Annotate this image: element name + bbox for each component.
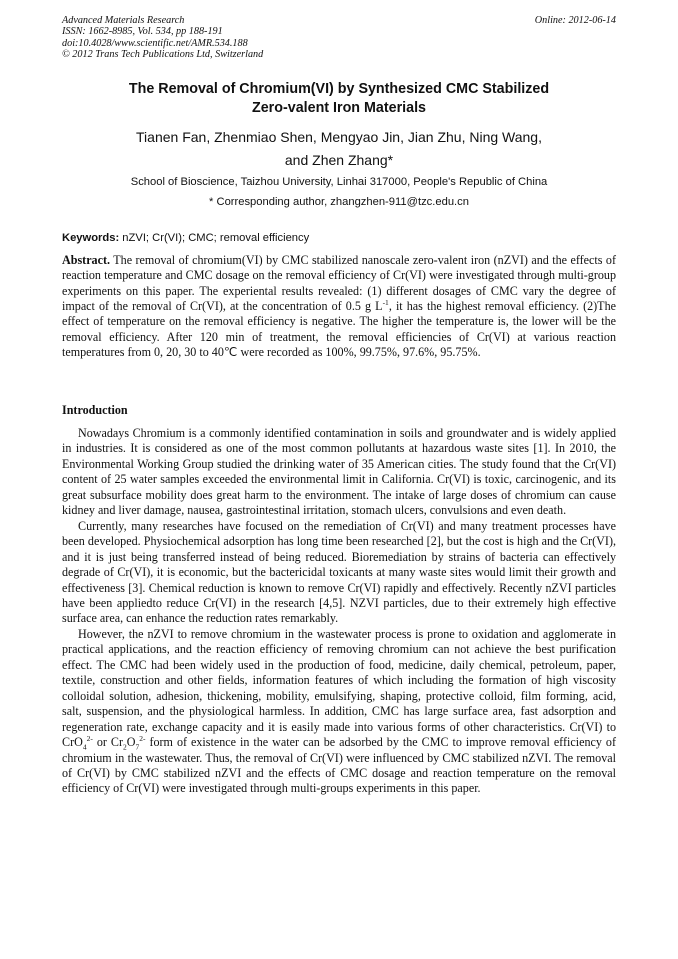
intro-paragraph-1: Nowadays Chromium is a commonly identified contamination in soils and groundwater and is widely applied in industries. It is considered as one of the most common pollutants at hazardous waste sites [1]. In 2010, the Environmental Working Group studied the drinking water of 35 American cities. The study found that the Cr(VI) content of 25 water samples exceeded the environmental limit in California. Cr(VI) is toxic, carcinogenic, and its great subsurface mobility does great harm to the environment. The intake of large doses of chromium can cause kidney and liver damage, nausea, gastrointestinal irritation, stomach ulcers, convulsions and even death.: [62, 426, 616, 518]
dichromate-subscript-o: 7: [135, 742, 140, 752]
title-line-1: The Removal of Chromium(VI) by Synthesized CMC Stabilized: [128, 81, 550, 97]
journal-doi: doi:10.4028/www.scientific.net/AMR.534.188: [62, 37, 248, 49]
online-date: Online: 2012-06-14: [534, 15, 616, 26]
intro-p3-text: O: [126, 735, 136, 750]
abstract-superscript: -1: [382, 298, 389, 307]
authors-line-2: and Zhen Zhang*: [284, 152, 394, 168]
dichromate-subscript-cr: 2: [122, 742, 127, 752]
keywords: [62, 231, 616, 245]
keywords-text: nZVI; Cr(VI); CMC; removal efficiency: [119, 232, 310, 244]
affiliation: School of Bioscience, Taizhou University, Linhai 317000, People's Republic of China: [130, 176, 548, 188]
intro-paragraph-3: [62, 627, 616, 797]
journal-issn: ISSN: 1662-8985, Vol. 534, pp 188-191: [62, 26, 223, 38]
journal-info: [62, 15, 616, 60]
journal-name: Advanced Materials Research: [62, 15, 185, 26]
journal-header: [62, 15, 616, 60]
intro-paragraph-2: Currently, many researches have focused on the remediation of Cr(VI) and many treatment processes have been developed. Physiochemical adsorption has long time been researched [2], but the cost is high and the Cr(VI), and it is just being transferred instead of being reduced. Bioremediation by strains of bacteria can effectively degrade of Cr(VI), it is economic, but the bactericidal toxicants at many waste sites would limit their growth and effectiveness [3]. Chemical reduction is known to remove Cr(VI) rapidly and effectively. Recently nZVI particles have been appliedto reduce Cr(VI) in the research [4,5]. NZVI particles, due to their extremely high effective surface area, can enhance the reduction rates remarkably.: [62, 518, 616, 626]
authors-line-1: Tianen Fan, Zhenmiao Shen, Mengyao Jin, Jian Zhu, Ning Wang,: [136, 129, 542, 145]
abstract: [62, 253, 616, 360]
corresponding-author: * Corresponding author, zhangzhen-911@tzc.edu.cn: [209, 196, 469, 208]
title-line-2: Zero-valent Iron Materials: [252, 99, 426, 116]
chromate-charge: 2-: [86, 734, 93, 744]
keywords-label: Keywords:: [62, 232, 120, 244]
introduction-heading: Introduction: [62, 403, 128, 417]
intro-p3-text: form of existence in the water can be adsorbed by the CMC to improve removal efficiency of chromium in the wastewater. Thus, the removal of Cr(VI) were influenced by CMC stabilized nZVI. The removal of Cr(VI) by CMC stabilized nZVI and the effects of CMC dosage and reaction temperature on the removal efficiency of Cr(VI) were investigated through multi-groups experiments in this paper.: [62, 735, 617, 796]
journal-copyright: © 2012 Trans Tech Publications Ltd, Switzerland: [62, 48, 264, 60]
introduction-body: [62, 426, 616, 797]
author-list: [62, 126, 616, 172]
abstract-text: The removal of chromium(VI) by CMC stabilized nanoscale zero-valent iron (nZVI) and the effects of reaction temperature and CMC dosage on the removal efficiency of Cr(VI) were investigated through multi-group experiments on this paper. The experiental results revealed: (1) different dosages of CMC vary the degree of impact of the removal of Cr(VI), at the concentration of 0.5 g L: [62, 253, 616, 314]
paper-title: [62, 80, 616, 117]
intro-p3-text: However, the nZVI to remove chromium in the wastewater process is prone to oxidation and agglomerate in practical applications, and the reaction efficiency of removing chromium can not achieve the best purification effect. The CMC had been widely used in the production of food, medicine, daily chemical, petroleum, paper, textile, construction and other fields, information features of which including the formation of high viscosity colloidal solution, adhesion, thickening, mobility, emulsifying, shaping, protective colloid, film forming, acid, salt, suspension, and the physiological harmless. In addition, CMC has large surface area, fast adsorption and regeneration rate, exchange capacity and it is easily made into various forms of other characteristics. Cr(VI) to CrO: [62, 626, 616, 750]
chromate-subscript: 4: [82, 742, 87, 752]
dichromate-charge: 2-: [139, 734, 146, 744]
abstract-text-continued: , it has the highest removal efficiency. (2)The effect of temperature on the removal efficiency is negative. The higher the temperature is, the lower will be the removal efficiency. After 120 min of treatment, the removal efficiencies of Cr(VI) at various reaction temperatures from 0, 20, 30 to 40℃ were recorded as 100%, 99.75%, 97.6%, 95.75%.: [62, 299, 616, 360]
abstract-label: Abstract.: [62, 253, 111, 267]
intro-p3-text: or Cr: [92, 735, 123, 750]
